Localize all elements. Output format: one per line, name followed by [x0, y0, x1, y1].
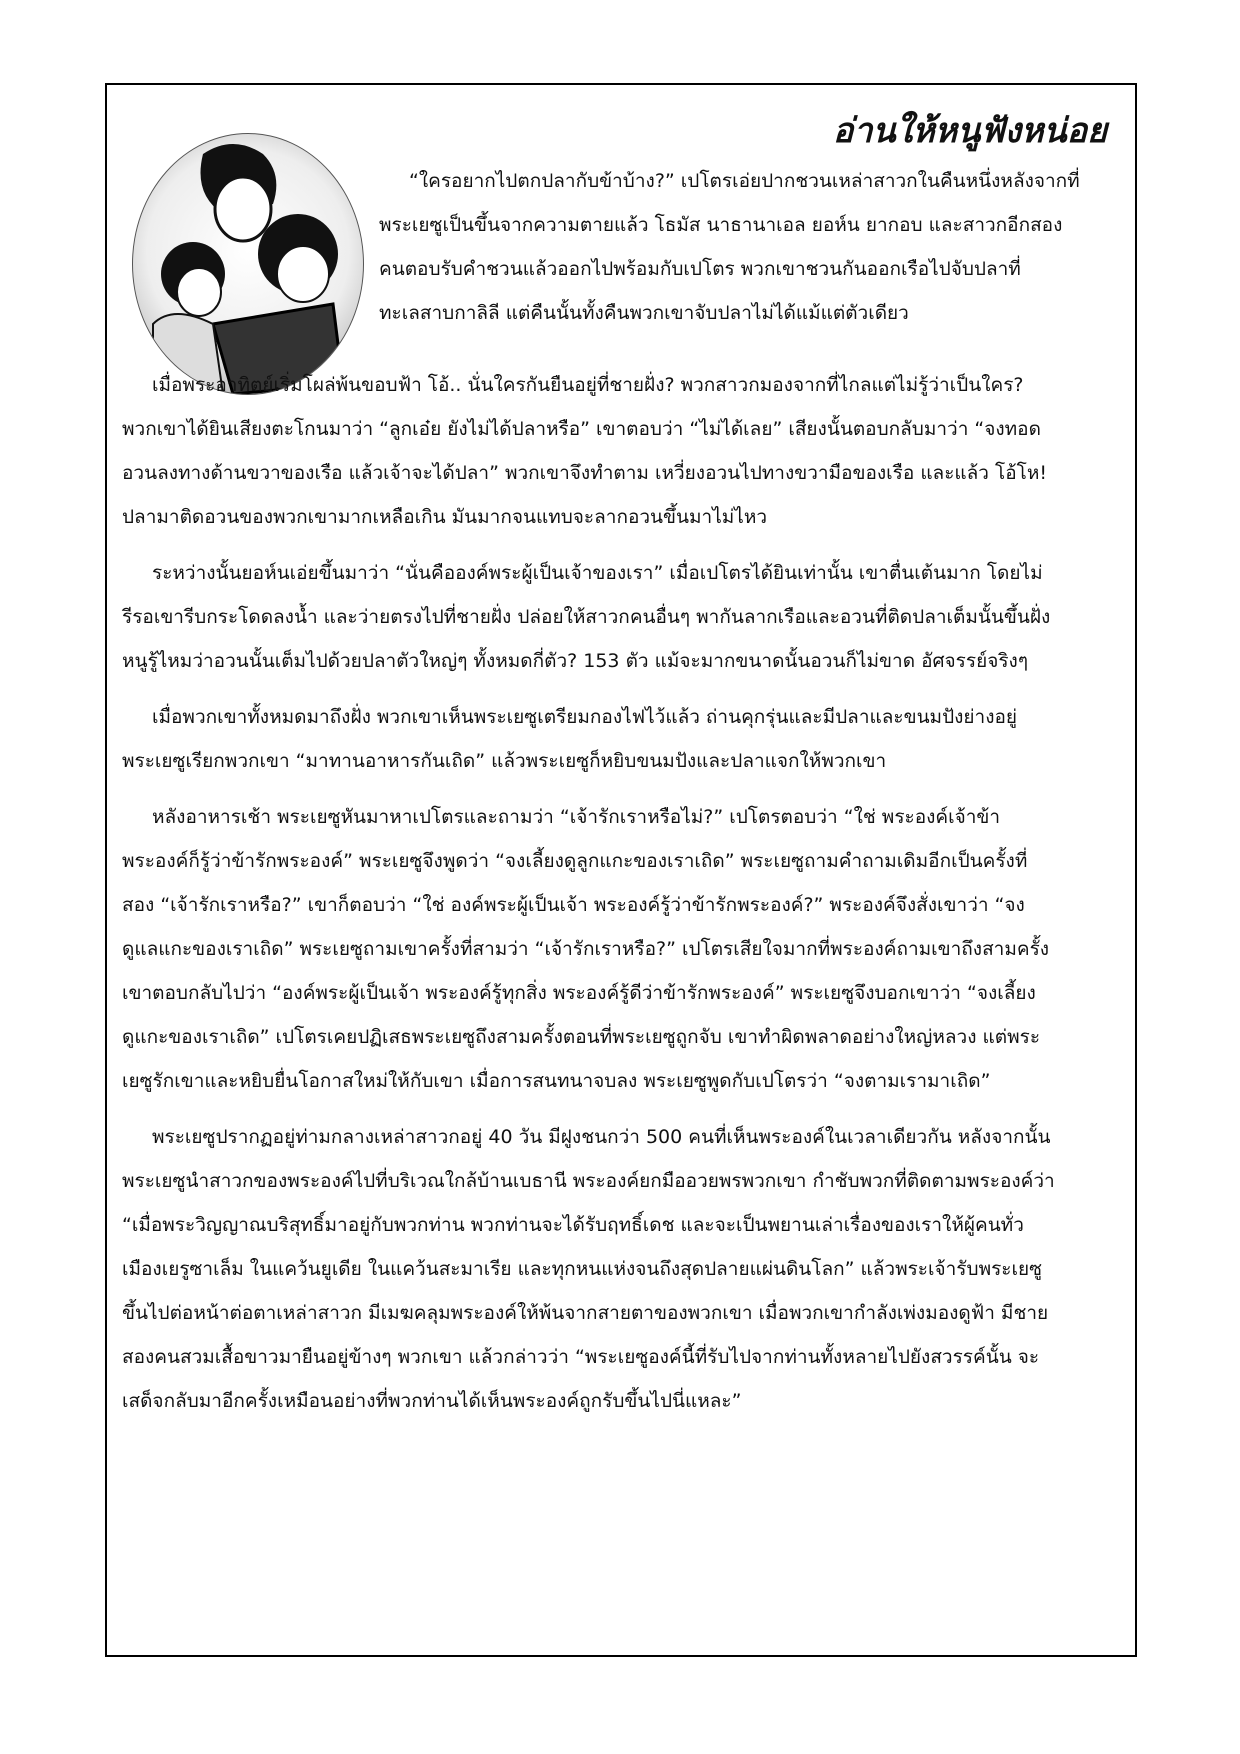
text-line: ปลามาติดอวนของพวกเขามากเหลือเกิน มันมากจนแทบจะลากอวนขึ้นมาไม่ไหว: [122, 506, 768, 528]
paragraph: [122, 363, 1122, 539]
paragraph-intro: [379, 159, 1080, 335]
text-line: เขาตอบกลับไปว่า “องค์พระผู้เป็นเจ้า พระองค์รู้ทุกสิ่ง พระองค์รู้ดีว่าข้ารักพระองค์” พระเยซูจึงบอกเขาว่า “จงเลี้ยง: [122, 982, 1036, 1004]
text-line: ดูแลแกะของเราเถิด” พระเยซูถามเขาครั้งที่สามว่า “เจ้ารักเราหรือ?” เปโตรเสียใจมากที่พระองค์ถามเขาถึงสามครั้ง: [122, 938, 1050, 960]
text-line: “เมื่อพระวิญญาณบริสุทธิ์มาอยู่กับพวกท่าน พวกท่านจะได้รับฤทธิ์เดช และจะเป็นพยานเล่าเรื่องของเราให้ผู้คนทั่ว: [122, 1214, 1024, 1236]
paragraph: [122, 551, 1122, 683]
text-line: พระเยซูนำสาวกของพระองค์ไปที่บริเวณใกล้บ้านเบธานี พระองค์ยกมืออวยพรพวกเขา กำชับพวกที่ติดตามพระองค์ว่า: [122, 1170, 1055, 1192]
text-line: สอง “เจ้ารักเราหรือ?” เขาก็ตอบว่า “ใช่ องค์พระผู้เป็นเจ้า พระองค์รู้ว่าข้ารักพระองค์?” พระองค์จึงสั่งเขาว่า “จง: [122, 894, 1025, 916]
text-line: อวนลงทางด้านขวาของเรือ แล้วเจ้าจะได้ปลา” พวกเขาจึงทำตาม เหวี่ยงอวนไปทางขวามือของเรือ และแล้ว โอ้โห!: [122, 462, 1047, 484]
text-line: เมืองเยรูซาเล็ม ในแคว้นยูเดีย ในแคว้นสะมาเรีย และทุกหนแห่งจนถึงสุดปลายแผ่นดินโลก” แล้วพระเจ้ารับพระเยซู: [122, 1258, 1043, 1280]
text-line: คนตอบรับคำชวนแล้วออกไปพร้อมกับเปโตร พวกเขาชวนกันออกเรือไปจับปลาที่: [379, 258, 1021, 280]
text-line: สองคนสวมเสื้อขาวมายืนอยู่ข้างๆ พวกเขา แล้วกล่าวว่า “พระเยซูองค์นี้ที่รับไปจากท่านทั้งหลายไปยังสวรรค์นั้น จะ: [122, 1346, 1040, 1368]
page-title: อ่านให้หนูฟังหน่อย: [832, 111, 1107, 151]
text-line: รีรอเขารีบกระโดดลงน้ำ และว่ายตรงไปที่ชายฝั่ง ปล่อยให้สาวกคนอื่นๆ พากันลากเรือและอวนที่ติดปลาเต็มนั้นขึ้นฝั่ง: [122, 606, 1051, 628]
text-line: หลังอาหารเช้า พระเยซูหันมาหาเปโตรและถามว่า “เจ้ารักเราหรือไม่?” เปโตรตอบว่า “ใช่ พระองค์เจ้าข้า: [152, 806, 1001, 828]
text-line: พระเยซูเรียกพวกเขา “มาทานอาหารกันเถิด” แล้วพระเยซูก็หยิบขนมปังและปลาแจกให้พวกเขา: [122, 750, 887, 772]
text-line: ระหว่างนั้นยอห์นเอ่ยขึ้นมาว่า “นั่นคือองค์พระผู้เป็นเจ้าของเรา” เมื่อเปโตรได้ยินเท่านั้น เขาตื่นเต้นมาก โดยไม่: [152, 562, 1043, 584]
paragraph: [122, 795, 1122, 1103]
text-line: เสด็จกลับมาอีกครั้งเหมือนอย่างที่พวกท่านได้เห็นพระองค์ถูกรับขึ้นไปนี่แหละ”: [122, 1390, 742, 1412]
paragraph: [122, 1115, 1122, 1423]
text-line: เมื่อพระอาทิตย์เริ่มโผล่พ้นขอบฟ้า โอ้.. นั่นใครกันยืนอยู่ที่ชายฝั่ง? พวกสาวกมองจากที่ไกลแต่ไม่รู้ว่าเป็นใคร?: [152, 374, 1024, 396]
text-line: ทะเลสาบกาลิลี แต่คืนนั้นทั้งคืนพวกเขาจับปลาไม่ได้แม้แต่ตัวเดียว: [379, 302, 909, 324]
text-line: เมื่อพวกเขาทั้งหมดมาถึงฝั่ง พวกเขาเห็นพระเยซูเตรียมกองไฟไว้แล้ว ถ่านคุกรุ่นและมีปลาและขนมปังย่างอยู่: [152, 706, 1018, 728]
page-frame: [105, 83, 1137, 1657]
paragraph: [122, 695, 1122, 783]
text-line: พวกเขาได้ยินเสียงตะโกนมาว่า “ลูกเอ๋ย ยังไม่ได้ปลาหรือ” เขาตอบว่า “ไม่ได้เลย” เสียงนั้นตอบกลับมาว่า “จงทอด: [122, 418, 1041, 440]
text-line: ดูแกะของเราเถิด” เปโตรเคยปฏิเสธพระเยซูถึงสามครั้งตอนที่พระเยซูถูกจับ เขาทำผิดพลาดอย่างใหญ่หลวง แต่พระ: [122, 1026, 1041, 1048]
text-line: พระองค์ก็รู้ว่าข้ารักพระองค์” พระเยซูจึงพูดว่า “จงเลี้ยงดูลูกแกะของเราเถิด” พระเยซูถามคำถามเดิมอีกเป็นครั้งที่: [122, 850, 1028, 872]
mother-reading-illustration: [132, 133, 364, 395]
text-line: “ใครอยากไปตกปลากับข้าบ้าง?” เปโตรเอ่ยปากชวนเหล่าสาวกในคืนหนึ่งหลังจากที่: [409, 170, 1080, 192]
text-line: พระเยซูเป็นขึ้นจากความตายแล้ว โธมัส นาธานาเอล ยอห์น ยากอบ และสาวกอีกสอง: [379, 214, 1063, 236]
story-body: [122, 363, 1122, 1435]
text-line: พระเยซูปรากฏอยู่ท่ามกลางเหล่าสาวกอยู่ 40 วัน มีฝูงชนกว่า 500 คนที่เห็นพระองค์ในเวลาเดียวกัน หลังจากนั้น: [152, 1126, 1051, 1148]
illustration-icon: [133, 134, 363, 394]
text-line: หนูรู้ไหมว่าอวนนั้นเต็มไปด้วยปลาตัวใหญ่ๆ ทั้งหมดกี่ตัว? 153 ตัว แม้จะมากขนาดนั้นอวนก็ไม่ขาด อัศจรรย์จริงๆ: [122, 650, 1029, 672]
text-line: เยซูรักเขาและหยิบยื่นโอกาสใหม่ให้กับเขา เมื่อการสนทนาจบลง พระเยซูพูดกับเปโตรว่า “จงตามเรามาเถิด”: [122, 1070, 991, 1092]
text-line: ขึ้นไปต่อหน้าต่อตาเหล่าสาวก มีเมฆคลุมพระองค์ให้พ้นจากสายตาของพวกเขา เมื่อพวกเขากำลังเพ่งมองดูฟ้า มีชาย: [122, 1302, 1049, 1324]
